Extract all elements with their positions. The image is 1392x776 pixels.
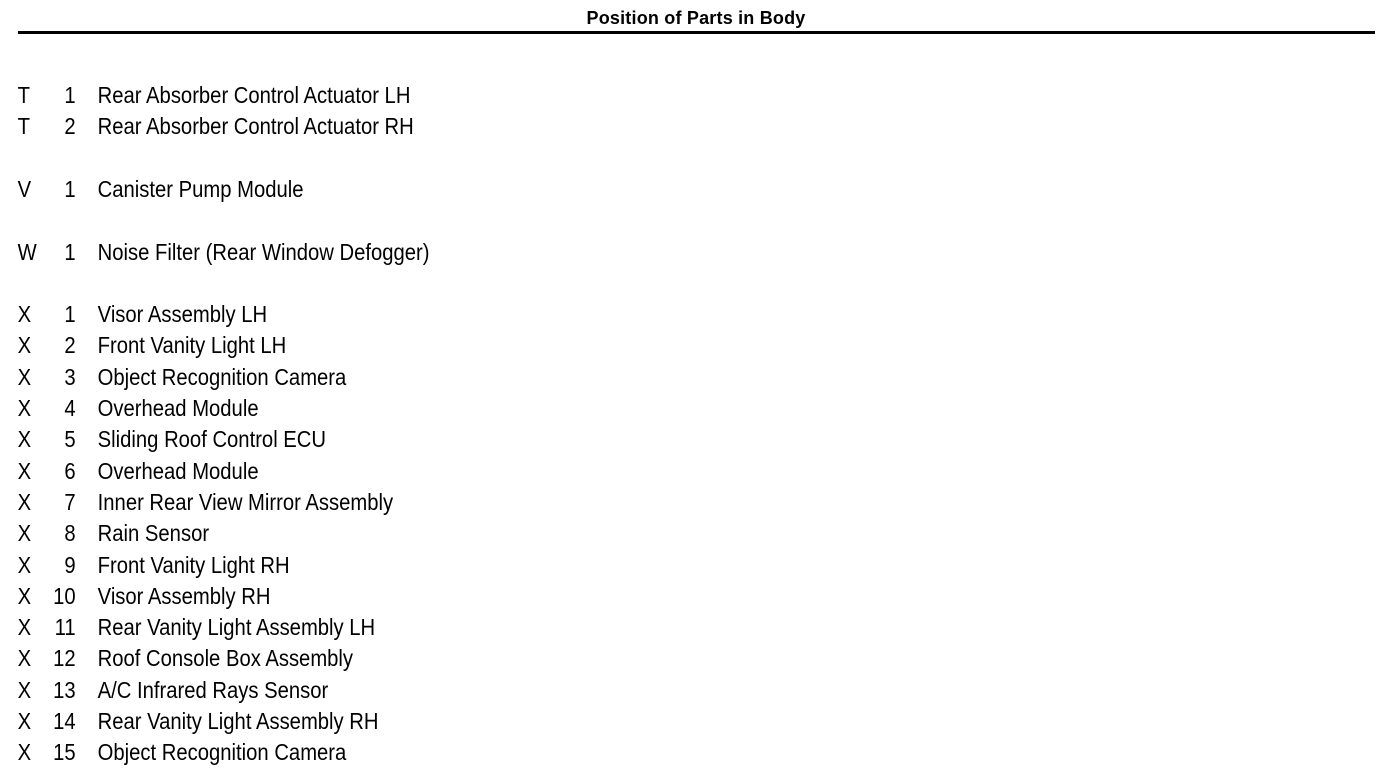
part-letter: V	[17, 175, 32, 202]
part-name: Front Vanity Light LH	[97, 332, 287, 359]
part-letter: X	[17, 676, 32, 703]
part-number: 3	[64, 363, 76, 390]
title-divider	[18, 31, 1375, 34]
part-letter: X	[17, 363, 32, 390]
part-letter: X	[17, 395, 32, 421]
part-row	[0, 706, 792, 737]
part-letter: W	[17, 238, 37, 265]
part-row	[0, 612, 792, 643]
part-row	[0, 675, 792, 706]
part-name: Rear Absorber Control Actuator RH	[97, 113, 414, 140]
part-name: Front Vanity Light RH	[97, 551, 290, 578]
part-letter: X	[17, 582, 32, 609]
part-name: Inner Rear View Mirror Assembly	[97, 488, 394, 515]
part-name: Object Recognition Camera	[97, 739, 347, 766]
part-number: 8	[64, 520, 76, 547]
part-number: 7	[64, 488, 76, 515]
part-number: 2	[64, 113, 76, 140]
part-name: Visor Assembly RH	[97, 582, 271, 609]
part-number: 1	[64, 82, 76, 108]
part-number: 6	[64, 457, 76, 484]
part-row	[0, 487, 792, 518]
part-name: Overhead Module	[97, 457, 259, 484]
part-number: 11	[54, 614, 76, 641]
part-number: 10	[53, 582, 76, 609]
part-row	[0, 393, 792, 424]
part-row	[0, 362, 792, 393]
part-name: Rear Vanity Light Assembly RH	[97, 708, 379, 734]
part-number: 1	[64, 175, 76, 202]
part-name: A/C Infrared Rays Sensor	[97, 676, 329, 703]
part-name: Overhead Module	[97, 395, 259, 421]
part-row	[0, 174, 792, 205]
part-row	[0, 643, 792, 674]
part-letter: X	[17, 551, 32, 578]
part-name: Rain Sensor	[97, 520, 210, 547]
part-row	[0, 456, 792, 487]
part-name: Canister Pump Module	[97, 175, 304, 202]
part-row	[0, 299, 792, 330]
page-title: Position of Parts in Body	[586, 8, 806, 28]
part-letter: X	[17, 426, 32, 453]
part-row	[0, 330, 792, 361]
part-number: 15	[53, 739, 76, 766]
part-row	[0, 737, 792, 768]
part-row	[0, 80, 792, 111]
part-number: 1	[64, 301, 76, 328]
part-name: Rear Absorber Control Actuator LH	[97, 82, 411, 108]
part-name: Object Recognition Camera	[97, 363, 347, 390]
part-row	[0, 424, 792, 455]
part-number: 12	[53, 645, 76, 672]
part-letter: X	[17, 457, 32, 484]
part-row	[0, 111, 792, 142]
part-name: Roof Console Box Assembly	[97, 645, 354, 672]
part-letter: X	[17, 708, 32, 734]
part-letter: X	[17, 645, 32, 672]
part-name: Noise Filter (Rear Window Defogger)	[97, 238, 430, 265]
part-name: Rear Vanity Light Assembly LH	[97, 614, 376, 641]
part-number: 14	[53, 708, 76, 734]
part-letter: X	[17, 488, 32, 515]
part-letter: X	[17, 332, 32, 359]
part-row	[0, 550, 792, 581]
part-letter: X	[17, 614, 32, 641]
part-name: Visor Assembly LH	[97, 301, 268, 328]
part-number: 2	[64, 332, 76, 359]
part-letter: X	[17, 520, 32, 547]
part-number: 4	[64, 395, 76, 421]
part-row	[0, 518, 792, 549]
part-name: Sliding Roof Control ECU	[97, 426, 327, 453]
part-letter: T	[17, 113, 30, 140]
part-number: 1	[64, 238, 76, 265]
part-number: 13	[53, 676, 76, 703]
part-letter: T	[17, 82, 30, 108]
part-number: 5	[64, 426, 76, 453]
part-row	[0, 581, 792, 612]
part-row	[0, 237, 792, 268]
part-letter: X	[17, 739, 32, 766]
part-number: 9	[64, 551, 76, 578]
part-letter: X	[17, 301, 32, 328]
